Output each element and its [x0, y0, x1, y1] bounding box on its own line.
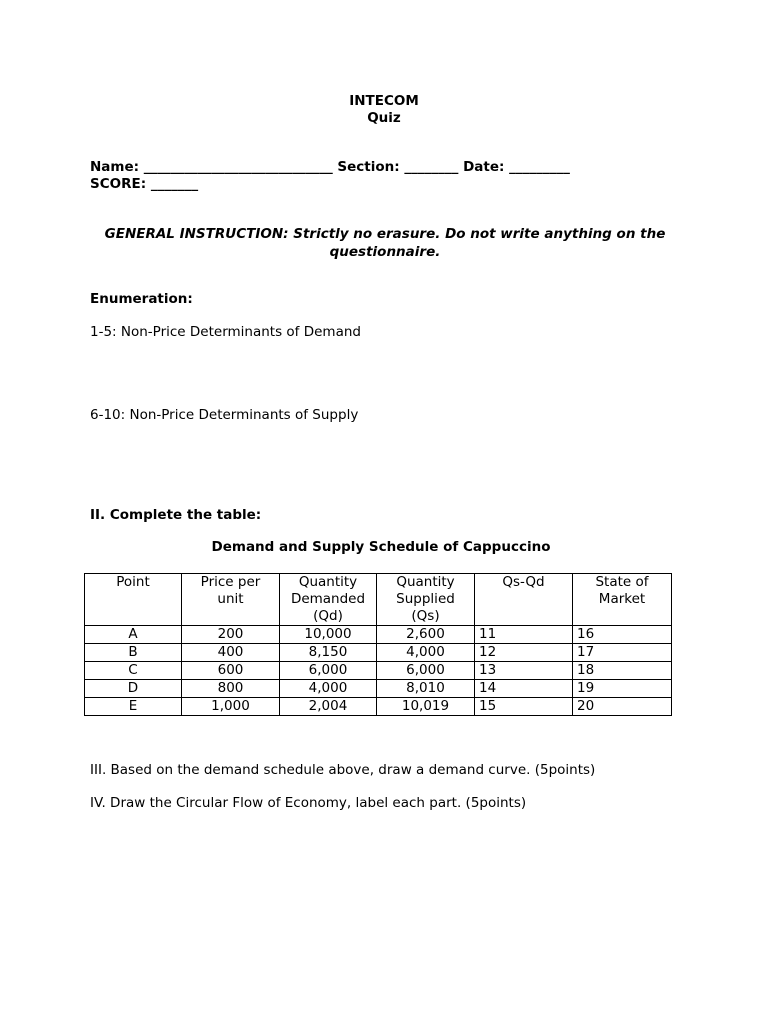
table-cell: B — [85, 644, 182, 662]
table-cell: 8,010 — [377, 680, 475, 698]
table-cell: 10,000 — [280, 626, 377, 644]
column-header: Qs-Qd — [475, 574, 573, 626]
enumeration-item-demand: 1-5: Non-Price Determinants of Demand — [90, 324, 361, 340]
table-cell: 2,004 — [280, 698, 377, 716]
table-cell: 16 — [573, 626, 672, 644]
section-2-heading: II. Complete the table: — [90, 507, 262, 523]
column-header: Point — [85, 574, 182, 626]
table-cell: 600 — [182, 662, 280, 680]
table-cell: 15 — [475, 698, 573, 716]
table-cell: 12 — [475, 644, 573, 662]
table-row — [85, 644, 672, 662]
table-cell: 10,019 — [377, 698, 475, 716]
table-cell: 200 — [182, 626, 280, 644]
table-cell: 11 — [475, 626, 573, 644]
column-header: State of Market — [573, 574, 672, 626]
table-cell: 4,000 — [280, 680, 377, 698]
document-title: INTECOM — [349, 93, 419, 109]
schedule-table — [84, 573, 672, 716]
table-cell: 13 — [475, 662, 573, 680]
table-cell: 4,000 — [377, 644, 475, 662]
score-line: SCORE: _______ — [90, 176, 199, 192]
table-cell: A — [85, 626, 182, 644]
table-cell: 400 — [182, 644, 280, 662]
table-cell: 18 — [573, 662, 672, 680]
table-cell: 6,000 — [377, 662, 475, 680]
enumeration-heading: Enumeration: — [90, 291, 193, 307]
table-cell: 8,150 — [280, 644, 377, 662]
table-cell: 17 — [573, 644, 672, 662]
table-row — [85, 680, 672, 698]
table-cell: 6,000 — [280, 662, 377, 680]
enumeration-item-supply: 6-10: Non-Price Determinants of Supply — [90, 407, 359, 423]
column-header: Quantity Demanded (Qd) — [280, 574, 377, 626]
table-cell: 20 — [573, 698, 672, 716]
table-header-row — [85, 574, 672, 626]
table-cell: 800 — [182, 680, 280, 698]
name-section-date-line: Name: ____________________________ Section: ________ Date: _________ — [90, 159, 570, 175]
section-3-question: III. Based on the demand schedule above, draw a demand curve. (5points) — [90, 762, 596, 778]
table-row — [85, 698, 672, 716]
section-4-question: IV. Draw the Circular Flow of Economy, label each part. (5points) — [90, 795, 527, 811]
general-instruction: GENERAL INSTRUCTION: Strictly no erasure. Do not write anything on the questionnaire. — [104, 226, 666, 260]
table-row — [85, 662, 672, 680]
table-cell: 1,000 — [182, 698, 280, 716]
column-header: Price per unit — [182, 574, 280, 626]
table-cell: C — [85, 662, 182, 680]
table-cell: 14 — [475, 680, 573, 698]
column-header: Quantity Supplied (Qs) — [377, 574, 475, 626]
table-row — [85, 626, 672, 644]
table-cell: D — [85, 680, 182, 698]
table-cell: E — [85, 698, 182, 716]
document-subtitle: Quiz — [367, 110, 401, 126]
table-title: Demand and Supply Schedule of Cappuccino — [211, 539, 551, 555]
table-cell: 2,600 — [377, 626, 475, 644]
table-cell: 19 — [573, 680, 672, 698]
